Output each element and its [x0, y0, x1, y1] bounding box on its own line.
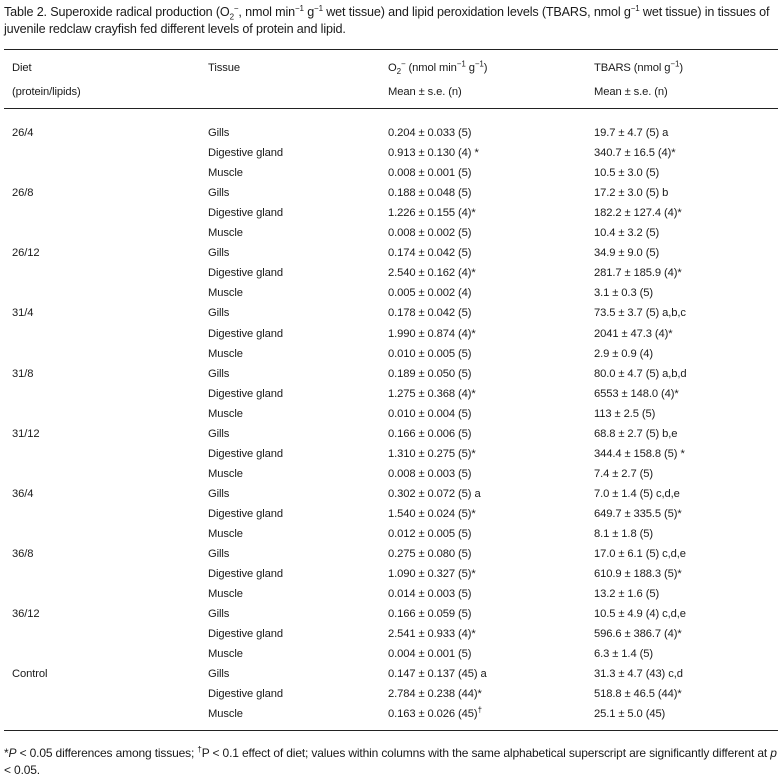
header-tissue: Tissue [208, 62, 240, 74]
cell-diet: Control [12, 668, 48, 680]
cell-tissue: Gills [208, 428, 230, 440]
cell-tbars: 281.7 ± 185.9 (4)* [594, 267, 682, 279]
cell-tissue: Gills [208, 187, 230, 199]
cell-o2: 0.010 ± 0.005 (5) [388, 348, 472, 360]
cell-o2: 1.540 ± 0.024 (5)* [388, 508, 476, 520]
cell-o2: 2.540 ± 0.162 (4)* [388, 267, 476, 279]
cell-tbars: 8.1 ± 1.8 (5) [594, 528, 653, 540]
cell-tissue: Gills [208, 608, 230, 620]
cell-tbars: 2041 ± 47.3 (4)* [594, 328, 673, 340]
cell-o2: 0.008 ± 0.003 (5) [388, 468, 472, 480]
cell-tbars: 649.7 ± 335.5 (5)* [594, 508, 682, 520]
table-caption: Table 2. Superoxide radical production ($O_2^-$, nmol $\min^{-1} g^{-1}$ wet tissue) and lipid peroxidation levels (TBARS, nmol $g^{-1}$ wet tissue) in tissues of juvenile redclaw crayfish fed different levels of protein and lipid. [4, 3, 770, 36]
cell-tissue: Digestive gland [208, 267, 283, 279]
table-header-rule [4, 108, 778, 109]
cell-tbars: 73.5 ± 3.7 (5) a,b,c [594, 307, 686, 319]
cell-o2: 0.174 ± 0.042 (5) [388, 247, 472, 259]
cell-tbars: 10.5 ± 4.9 (4) c,d,e [594, 608, 686, 620]
cell-o2: 1.090 ± 0.327 (5)* [388, 568, 476, 580]
cell-tissue: Gills [208, 668, 230, 680]
cell-tbars: 344.4 ± 158.8 (5) * [594, 448, 685, 460]
cell-tissue: Digestive gland [208, 328, 283, 340]
cell-tissue: Muscle [208, 227, 243, 239]
cell-diet: 31/4 [12, 307, 34, 319]
cell-tissue: Muscle [208, 468, 243, 480]
cell-o2: 0.188 ± 0.048 (5) [388, 187, 472, 199]
cell-o2: 0.166 ± 0.059 (5) [388, 608, 472, 620]
cell-o2: 0.012 ± 0.005 (5) [388, 528, 472, 540]
cell-o2: 0.163 ± 0.026 (45)† [388, 705, 482, 720]
header-diet: Diet [12, 62, 32, 74]
cell-tbars: 113 ± 2.5 (5) [594, 408, 656, 420]
table-footnote: *P < 0.05 differences among tissues; †P < 0.1 effect of diet; values within columns with the same alphabetical superscript are significantly different at p < 0.05. [4, 745, 777, 777]
cell-tbars: 10.4 ± 3.2 (5) [594, 227, 660, 239]
cell-tbars: 610.9 ± 188.3 (5)* [594, 568, 682, 580]
cell-tissue: Digestive gland [208, 688, 283, 700]
cell-diet: 26/12 [12, 247, 40, 259]
cell-tissue: Digestive gland [208, 388, 283, 400]
cell-tbars: 17.0 ± 6.1 (5) c,d,e [594, 548, 686, 560]
cell-tissue: Muscle [208, 167, 243, 179]
cell-o2: 2.784 ± 0.238 (44)* [388, 688, 482, 700]
cell-diet: 36/8 [12, 548, 34, 560]
cell-o2: 0.004 ± 0.001 (5) [388, 648, 472, 660]
header-o2-sub: Mean ± s.e. (n) [388, 86, 462, 98]
cell-tissue: Gills [208, 127, 230, 139]
cell-diet: 36/12 [12, 608, 40, 620]
cell-tissue: Gills [208, 368, 230, 380]
cell-o2: 0.913 ± 0.130 (4) * [388, 147, 479, 159]
cell-tbars: 6.3 ± 1.4 (5) [594, 648, 653, 660]
cell-tissue: Digestive gland [208, 628, 283, 640]
cell-o2: 1.310 ± 0.275 (5)* [388, 448, 476, 460]
cell-o2: 0.010 ± 0.004 (5) [388, 408, 472, 420]
cell-o2: 0.147 ± 0.137 (45) a [388, 668, 487, 680]
table-top-rule [4, 49, 778, 50]
cell-tissue: Muscle [208, 287, 243, 299]
cell-tbars: 3.1 ± 0.3 (5) [594, 287, 653, 299]
cell-tissue: Muscle [208, 528, 243, 540]
cell-o2: 0.008 ± 0.001 (5) [388, 167, 472, 179]
cell-tbars: 34.9 ± 9.0 (5) [594, 247, 660, 259]
cell-tissue: Digestive gland [208, 508, 283, 520]
cell-o2: 0.204 ± 0.033 (5) [388, 127, 472, 139]
cell-o2: 0.008 ± 0.002 (5) [388, 227, 472, 239]
cell-o2: 0.302 ± 0.072 (5) a [388, 488, 481, 500]
cell-tbars: 2.9 ± 0.9 (4) [594, 348, 653, 360]
table-bottom-rule [4, 730, 778, 731]
cell-o2: 0.178 ± 0.042 (5) [388, 307, 472, 319]
header-tbars-sub: Mean ± s.e. (n) [594, 86, 668, 98]
cell-tissue: Digestive gland [208, 207, 283, 219]
cell-tissue: Muscle [208, 348, 243, 360]
cell-tissue: Muscle [208, 708, 243, 720]
cell-o2: 0.275 ± 0.080 (5) [388, 548, 472, 560]
cell-o2: 0.014 ± 0.003 (5) [388, 588, 472, 600]
cell-o2: 0.005 ± 0.002 (4) [388, 287, 472, 299]
cell-tissue: Gills [208, 247, 230, 259]
cell-tissue: Gills [208, 548, 230, 560]
cell-o2: 2.541 ± 0.933 (4)* [388, 628, 476, 640]
cell-tissue: Gills [208, 307, 230, 319]
cell-tbars: 596.6 ± 386.7 (4)* [594, 628, 682, 640]
cell-tissue: Muscle [208, 408, 243, 420]
cell-o2: 1.226 ± 0.155 (4)* [388, 207, 476, 219]
cell-tissue: Muscle [208, 588, 243, 600]
cell-o2: 1.990 ± 0.874 (4)* [388, 328, 476, 340]
cell-o2: 0.166 ± 0.006 (5) [388, 428, 472, 440]
cell-tbars: 10.5 ± 3.0 (5) [594, 167, 660, 179]
cell-tissue: Muscle [208, 648, 243, 660]
cell-tbars: 340.7 ± 16.5 (4)* [594, 147, 676, 159]
cell-tbars: 6553 ± 148.0 (4)* [594, 388, 679, 400]
cell-tbars: 7.0 ± 1.4 (5) c,d,e [594, 488, 680, 500]
cell-diet: 26/8 [12, 187, 34, 199]
cell-tbars: 80.0 ± 4.7 (5) a,b,d [594, 368, 687, 380]
cell-diet: 31/8 [12, 368, 34, 380]
cell-tissue: Digestive gland [208, 448, 283, 460]
cell-tbars: 25.1 ± 5.0 (45) [594, 708, 666, 720]
cell-tbars: 68.8 ± 2.7 (5) b,e [594, 428, 678, 440]
cell-tissue: Digestive gland [208, 568, 283, 580]
cell-tbars: 19.7 ± 4.7 (5) a [594, 127, 669, 139]
header-tbars: TBARS (nmol $g^{-1}$) [594, 59, 683, 74]
cell-tbars: 17.2 ± 3.0 (5) b [594, 187, 669, 199]
cell-tissue: Digestive gland [208, 147, 283, 159]
cell-o2: 1.275 ± 0.368 (4)* [388, 388, 476, 400]
cell-o2: 0.189 ± 0.050 (5) [388, 368, 472, 380]
header-o2: $O_2^-$ (nmol $\min^{-1} g^{-1}$) [388, 59, 488, 77]
cell-tbars: 182.2 ± 127.4 (4)* [594, 207, 682, 219]
cell-tbars: 31.3 ± 4.7 (43) c,d [594, 668, 683, 680]
cell-diet: 36/4 [12, 488, 34, 500]
cell-tbars: 7.4 ± 2.7 (5) [594, 468, 653, 480]
cell-diet: 26/4 [12, 127, 34, 139]
cell-tbars: 13.2 ± 1.6 (5) [594, 588, 660, 600]
cell-tbars: 518.8 ± 46.5 (44)* [594, 688, 682, 700]
cell-diet: 31/12 [12, 428, 40, 440]
header-diet-sub: (protein/lipids) [12, 86, 81, 98]
cell-tissue: Gills [208, 488, 230, 500]
